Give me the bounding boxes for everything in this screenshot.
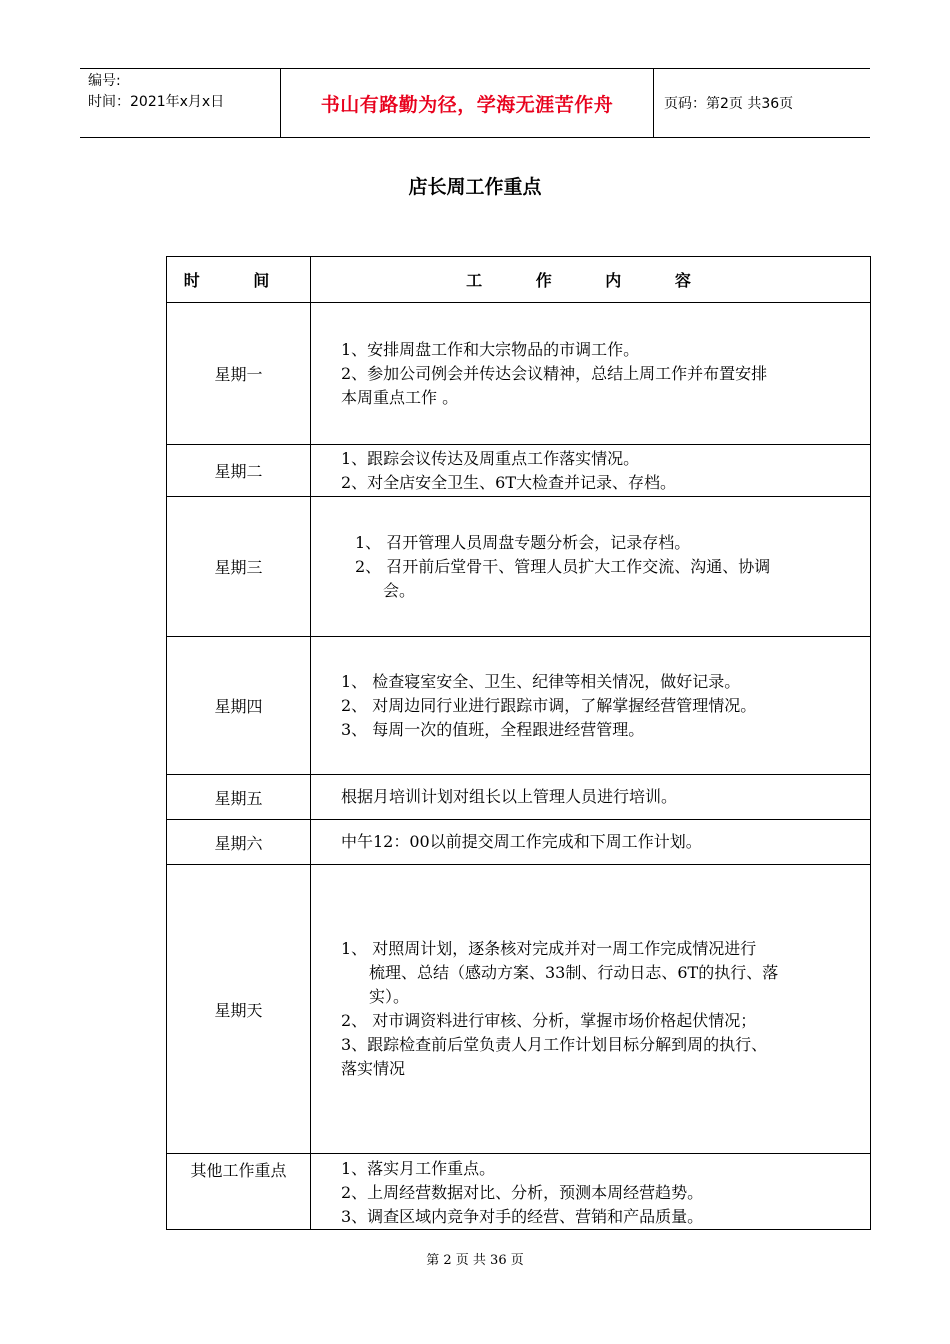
day-cell: 星期四 — [167, 637, 311, 775]
content-cell — [311, 303, 871, 445]
list-item: 2、参加公司例会并传达会议精神，总结上周工作并布置安排 — [341, 363, 768, 383]
list-item: 会。 — [383, 580, 416, 600]
col-time-header: 时 间 — [167, 257, 311, 303]
list-item: 1、 召开管理人员周盘专题分析会，记录存档。 — [355, 532, 691, 552]
day-cell: 星期三 — [167, 497, 311, 637]
table-row — [167, 1154, 871, 1230]
number-label: 编号: — [88, 73, 121, 89]
list-item: 2、上周经营数据对比、分析，预测本周经营趋势。 — [341, 1183, 704, 1202]
page-footer: 第 2 页 共 36 页 — [426, 1253, 524, 1268]
list-item: 根据月培训计划对组长以上管理人员进行培训。 — [341, 787, 678, 806]
list-item: 1、 检查寝室安全、卫生、纪律等相关情况，做好记录。 — [341, 671, 741, 691]
list-item: 本周重点工作 。 — [341, 387, 459, 407]
content-cell — [311, 497, 871, 637]
list-item: 3、 每周一次的值班，全程跟进经营管理。 — [341, 719, 645, 739]
header-motto: 书山有路勤为径，学海无涯苦作舟 — [281, 69, 654, 137]
list-item: 中午12：00以前提交周工作完成和下周工作计划。 — [341, 832, 702, 851]
page-title: 店长周工作重点 — [408, 176, 542, 198]
document-header — [80, 68, 870, 138]
list-item: 2、 对周边同行业进行跟踪市调，了解掌握经营管理情况。 — [341, 695, 757, 715]
list-item: 2、 对市调资料进行审核、分析，掌握市场价格起伏情况； — [341, 1011, 757, 1030]
content-cell — [311, 865, 871, 1154]
list-item: 1、跟踪会议传达及周重点工作落实情况。 — [341, 448, 640, 468]
content-cell — [311, 775, 871, 820]
schedule-table — [166, 256, 871, 1230]
content-cell — [311, 445, 871, 497]
time-label: 时间：2021年x月x日 — [88, 94, 225, 110]
table-row — [167, 497, 871, 637]
list-item: 梳理、总结（感动方案、33制、行动日志、6T的执行、落 — [369, 963, 779, 982]
content-cell — [311, 820, 871, 865]
table-row — [167, 637, 871, 775]
table-row — [167, 775, 871, 820]
list-item: 2、对全店安全卫生、6T大检查并记录、存档。 — [341, 472, 677, 492]
list-item: 1、落实月工作重点。 — [341, 1159, 496, 1178]
table-row — [167, 820, 871, 865]
list-item: 1、 对照周计划，逐条核对完成并对一周工作完成情况进行 — [341, 939, 757, 958]
content-cell — [311, 637, 871, 775]
list-item: 实）。 — [369, 987, 410, 1006]
day-cell: 星期五 — [167, 775, 311, 820]
table-header-row — [167, 257, 871, 303]
table-row — [167, 865, 871, 1154]
day-cell: 星期六 — [167, 820, 311, 865]
list-item: 2、 召开前后堂骨干、管理人员扩大工作交流、沟通、协调 — [355, 556, 771, 576]
list-item: 1、安排周盘工作和大宗物品的市调工作。 — [341, 339, 640, 359]
table-row — [167, 303, 871, 445]
header-meta — [80, 69, 281, 137]
list-item: 3、调查区域内竞争对手的经营、营销和产品质量。 — [341, 1207, 704, 1226]
day-cell: 星期一 — [167, 303, 311, 445]
list-item: 落实情况 — [341, 1059, 406, 1078]
list-item: 3、跟踪检查前后堂负责人月工作计划目标分解到周的执行、 — [341, 1035, 768, 1054]
day-cell: 星期天 — [167, 865, 311, 1154]
header-page-info: 页码：第2页 共36页 — [664, 96, 794, 112]
col-content-header: 工 作 内 容 — [311, 257, 871, 303]
day-cell: 星期二 — [167, 445, 311, 497]
content-cell — [311, 1154, 871, 1230]
table-row — [167, 445, 871, 497]
day-cell: 其他工作重点 — [167, 1154, 311, 1230]
